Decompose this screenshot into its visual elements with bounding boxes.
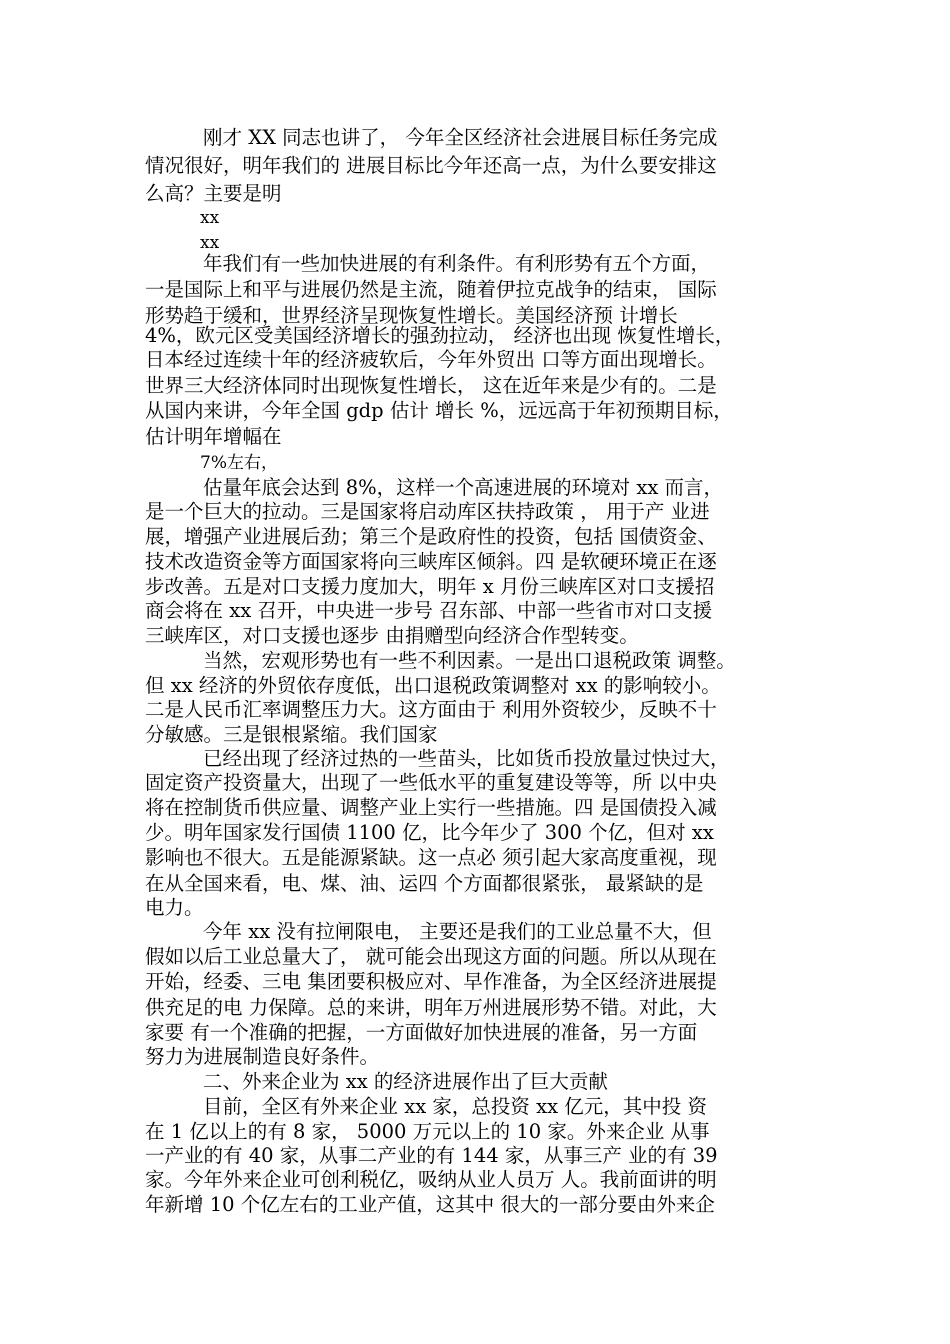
text-line: 今年 xx 没有拉闸限电， 主要还是我们的工业总量不大，但 [203,920,712,943]
text-line: 日本经过连续十年的经济疲软后，今年外贸出 口等方面出现增长。 [145,348,717,371]
text-line: 目前，全区有外来企业 xx 家，总投资 xx 亿元，其中投 资 [203,1095,707,1118]
text-line: 已经出现了经济过热的一些苗头，比如货币投放量过快过大， [203,747,730,770]
text-line: 年新增 10 个亿左右的工业产值，这其中 很大的一部分要由外来企 [145,1193,715,1216]
text-line: 4%，欧元区受美国经济增长的强劲拉动， 经济也出现 恢复性增长， [145,324,735,347]
text-line: 假如以后工业总量大了， 就可能会出现这方面的问题。所以从现在 [145,945,717,968]
text-line: 三峡库区，对口支援也逐步 由捐赠型向经济合作型转变。 [145,624,639,647]
text-line: 世界三大经济体同时出现恢复性增长， 这在近年来是少有的。二是 [145,374,717,397]
text-line: 7%左右， [200,453,278,473]
text-line: 一产业的有 40 家，从事二产业的有 144 家，从事三产 业的有 39 [145,1144,718,1167]
text-line: 年我们有一些加快进展的有利条件。有利形势有五个方面， [203,252,711,275]
text-line: 但 xx 经济的外贸依存度低，出口退税政策调整对 xx 的影响较小。 [145,674,721,697]
text-line: 供充足的电 力保障。总的来讲，明年万州进展形势不错。对此，大 [145,996,717,1019]
text-line: 商会将在 xx 召开，中央进一步号 召东部、中部一些省市对口支援 [145,599,713,622]
text-line: 步改善。五是对口支援力度加大，明年 x 月份三峡库区对口支援招 [145,575,715,598]
text-line: 形势趋于缓和，世界经济呈现恢复性增长。美国经济预 计增长 [145,304,678,327]
text-line: 家。今年外来企业可创利税亿，吸纳从业人员万 人。我前面讲的明 [145,1168,717,1191]
text-line: 从国内来讲，今年全国 gdp 估计 增长 %，远远高于年初预期目标， [145,399,733,422]
text-line: 在从全国来看，电、煤、油、运四 个方面都很紧张， 最紧缺的是 [145,872,704,895]
text-line: 当然，宏观形势也有一些不利因素。一是出口退税政策 调整。 [203,649,736,672]
text-line: 将在控制货币供应量、调整产业上实行一些措施。四 是国债投入减 [145,796,717,819]
text-line: xx [200,233,220,253]
text-line: 影响也不很大。五是能源紧缺。这一点必 须引起大家高度重视，现 [145,846,717,869]
text-line: 家要 有一个准确的把握，一方面做好加快进展的准备，另一方面 [145,1021,698,1044]
text-line: 是一个巨大的拉动。三是国家将启动库区扶持政策 ， 用于产 业进 [145,500,710,523]
section-heading: 二、外来企业为 xx 的经济进展作出了巨大贡献 [203,1070,608,1093]
text-line: xx [200,208,220,228]
text-line: 展，增强产业进展后劲；第三个是政府性的投资，包括 国债资金、 [145,525,717,548]
text-line: 二是人民币汇率调整压力大。这方面由于 利用外资较少，反映不十 [145,698,717,721]
text-line: 电力。 [145,896,204,919]
text-line: 一是国际上和平与进展仍然是主流，随着伊拉克战争的结束， 国际 [145,278,717,301]
text-line: 估计明年增幅在 [145,425,282,448]
text-line: 少。明年国家发行国债 1100 亿，比今年少了 300 个亿，但对 xx [145,821,714,844]
text-line: 估量年底会达到 8%，这样一个高速进展的环境对 xx 而言， [203,476,724,499]
text-line: 刚才 XX 同志也讲了， 今年全区经济社会进展目标任务完成 [203,126,718,149]
text-line: 么高？主要是明 [145,182,282,205]
text-line: 努力为进展制造良好条件。 [145,1045,380,1068]
text-line: 固定资产投资量大，出现了一些低水平的重复建设等等，所 以中央 [145,771,717,794]
text-line: 情况很好，明年我们的 进展目标比今年还高一点，为什么要安排这 [145,154,717,177]
text-line: 技术改造资金等方面国家将向三峡库区倾斜。四 是软硬环境正在逐 [145,550,717,573]
text-line: 在 1 亿以上的有 8 家， 5000 万元以上的 10 家。外来企业 从事 [145,1120,710,1143]
text-line: 开始，经委、三电 集团要积极应对、早作准备，为全区经济进展提 [145,970,717,993]
text-line: 分敏感。三是银根紧缩。我们国家 [145,723,438,746]
